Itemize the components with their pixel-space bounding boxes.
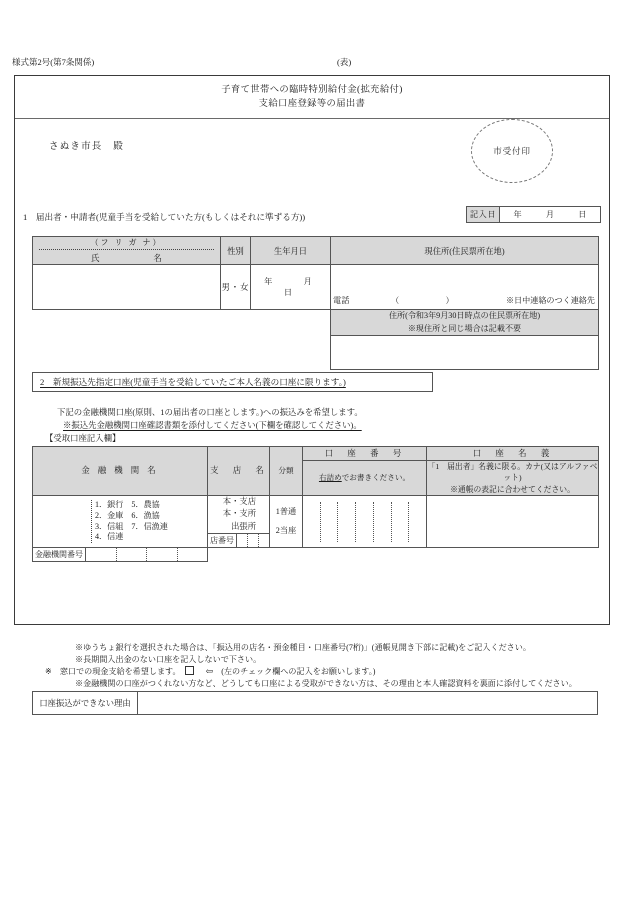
bank-code-digit-boxes (86, 548, 207, 561)
previous-address-header-cell (331, 310, 599, 336)
note-no-account: ※金融機関の口座がつくれない方など、どうしても口座による受取ができない方は、その理由と本人確認資料を裏面に添付してください。 (75, 679, 577, 688)
name-input-cell[interactable] (33, 265, 221, 310)
left-arrow-icon: ⇦ (205, 666, 214, 676)
telephone-label: 電話 (333, 296, 350, 305)
table-row (33, 310, 599, 336)
table-row (33, 692, 598, 715)
cash-payment-checkbox[interactable] (185, 666, 194, 675)
addressee: さぬき市長 殿 (49, 142, 124, 152)
account-holder-input-cell[interactable] (427, 495, 599, 547)
title-band (15, 76, 609, 119)
spacer-cell (208, 548, 599, 562)
digit-box[interactable] (392, 502, 410, 542)
account-number-subnote-underlined: 右詰め (318, 473, 342, 483)
reason-label-cell: 口座振込ができない理由 (33, 692, 138, 715)
bank-name-header-label: 金 融 機 関 名 (81, 466, 159, 476)
bank-type-option-list (91, 500, 207, 543)
section2-heading-box (32, 372, 433, 392)
form-frame (14, 75, 610, 708)
account-type-option: 1普通 (275, 506, 297, 516)
section2-para2: ※振込先金融機関口座確認書類を添付してください(下欄を確認してください)。 (63, 421, 362, 430)
section1-heading: 1 届出者・申請者(児童手当を受給していた方(もしくはそれに準ずる方)) (23, 212, 306, 222)
entry-date-value[interactable]: 年 月 日 (513, 210, 595, 219)
gender-header-cell: 性別 (221, 237, 251, 265)
section2-heading: 2 新規振込先指定口座(児童手当を受給していたご本人名義の口座に限ります。) (40, 377, 346, 387)
digit-box[interactable] (248, 534, 259, 547)
top-line (12, 56, 618, 70)
account-holder-subnote-cell (427, 461, 599, 496)
table-row (33, 495, 599, 533)
note-yucho: ※ゆうちょ銀行を選択された場合は、「振込用の店名・預金種目・口座番号(7桁)」(通帳見開き下部に記載)をご記入ください。 (75, 643, 531, 652)
digit-box[interactable] (117, 548, 148, 561)
entry-date-box (466, 206, 601, 223)
reason-table (32, 691, 598, 715)
form-number: 様式第2号(第7条関係) (12, 57, 95, 67)
bank-code-label: 金融機関番号 (33, 548, 86, 561)
account-type-input-cell[interactable] (270, 495, 303, 547)
account-number-subnote-rest: でお書きください。 (341, 473, 411, 483)
bank-type-option: 2．金庫 6．漁協 (95, 510, 160, 520)
bank-type-option: 4．信連 (95, 532, 124, 542)
account-number-header-cell (303, 447, 427, 461)
digit-box[interactable] (178, 548, 208, 561)
spacer-cell (221, 336, 251, 370)
digit-box[interactable] (86, 548, 117, 561)
previous-address-line1: 住所(令和3年9月30日時点の住民票所在地) (388, 311, 541, 321)
table-row (33, 447, 599, 461)
branch-option: 本・支店 (222, 496, 256, 506)
table-row (33, 265, 599, 310)
bank-type-option: 1．銀行 5．農協 (95, 500, 160, 510)
digit-box[interactable] (338, 502, 356, 542)
section2-para1: 下記の金融機関口座(原則、1の届出者の口座とします。)への振込みを希望します。 (57, 408, 363, 417)
receipt-seal-circle (471, 119, 553, 183)
account-type-header-label: 分類 (278, 466, 294, 476)
branch-option: 出張所 (231, 521, 256, 531)
spacer-cell (251, 310, 331, 336)
branch-code-cell (208, 534, 270, 548)
bank-name-input-cell[interactable] (33, 495, 208, 547)
cash-payment-tail: (左のチェック欄への記入をお願いします。) (221, 667, 376, 676)
digit-box[interactable] (303, 502, 321, 542)
reason-input-cell[interactable] (138, 692, 598, 715)
gender-input-cell[interactable]: 男・女 (221, 265, 251, 310)
branch-option: 本・支所 (222, 509, 256, 519)
branch-name-header-label: 支 店 名 (210, 466, 267, 476)
name-label: 氏 名 (91, 253, 169, 263)
account-type-option: 2当座 (275, 525, 297, 535)
title-line2: 支給口座登録等の届出書 (258, 99, 366, 109)
side-marker: (表) (337, 57, 352, 67)
digit-box[interactable] (237, 534, 248, 547)
address-header-cell: 現住所(住民票所在地) (331, 237, 599, 265)
previous-address-line2: ※現住所と同じ場合は記載不要 (407, 323, 522, 333)
title-line1: 子育て世帯への臨時特別給付金(拡充給付) (221, 84, 403, 95)
entry-date-label: 記入日 (467, 207, 500, 222)
account-type-header-cell (270, 447, 303, 496)
bank-code-cell (33, 548, 208, 562)
account-number-subnote-cell (303, 461, 427, 496)
digit-box[interactable] (374, 502, 392, 542)
spacer-cell (33, 310, 221, 336)
digit-box[interactable] (321, 502, 339, 542)
account-holder-subnote-line1: 「1 届出者」名義に限る。カナ(又はアルファベット) (427, 462, 598, 483)
digit-box[interactable] (356, 502, 374, 542)
receipt-seal-label: 市受付印 (493, 146, 531, 156)
digit-box[interactable] (409, 502, 426, 542)
bank-type-option: 3．信組 7．信漁連 (95, 521, 168, 531)
branch-name-input-cell[interactable] (208, 495, 270, 533)
birthdate-input-cell[interactable]: 年 月 日 (251, 265, 331, 310)
account-number-input-cell[interactable] (303, 495, 427, 547)
bank-name-header-cell (33, 447, 208, 496)
name-header-cell (33, 237, 221, 265)
birthdate-header-cell: 生年月日 (251, 237, 331, 265)
table-row (33, 548, 599, 562)
telephone-paren: （ ） (391, 296, 464, 305)
digit-box[interactable] (259, 534, 269, 547)
previous-address-input-cell[interactable] (331, 336, 599, 370)
account-holder-header-label: 口 座 名 義 (472, 449, 553, 458)
furigana-label: （フ リ ガ ナ） (39, 237, 214, 250)
bank-account-table (32, 446, 599, 562)
branch-code-label: 店番号 (208, 534, 237, 547)
telephone-note: ※日中連絡のつく連絡先 (505, 296, 595, 305)
account-number-digit-boxes (303, 502, 426, 542)
section2-para3: 【受取口座記入欄】 (45, 434, 121, 443)
spacer-cell (33, 336, 221, 370)
table-row (33, 237, 599, 265)
spacer-cell (251, 336, 331, 370)
applicant-table (32, 236, 599, 370)
account-holder-subnote-line2: ※通帳の表記に合わせてください。 (450, 484, 575, 494)
cash-payment-text: 窓口での現金支給を希望します。 (59, 667, 181, 676)
table-row (33, 336, 599, 370)
branch-code-digit-boxes (237, 534, 269, 547)
note-dormant-account: ※長期間入出金のない口座を記入しないで下さい。 (75, 655, 262, 664)
note-cash-payment (45, 666, 375, 677)
branch-name-header-cell (208, 447, 270, 496)
note-mark: ※ (45, 667, 52, 676)
account-holder-header-cell (427, 447, 599, 461)
account-number-header-label: 口 座 番 号 (324, 449, 405, 458)
telephone-input-cell[interactable] (331, 265, 599, 310)
spacer-cell (221, 310, 251, 336)
digit-box[interactable] (147, 548, 178, 561)
